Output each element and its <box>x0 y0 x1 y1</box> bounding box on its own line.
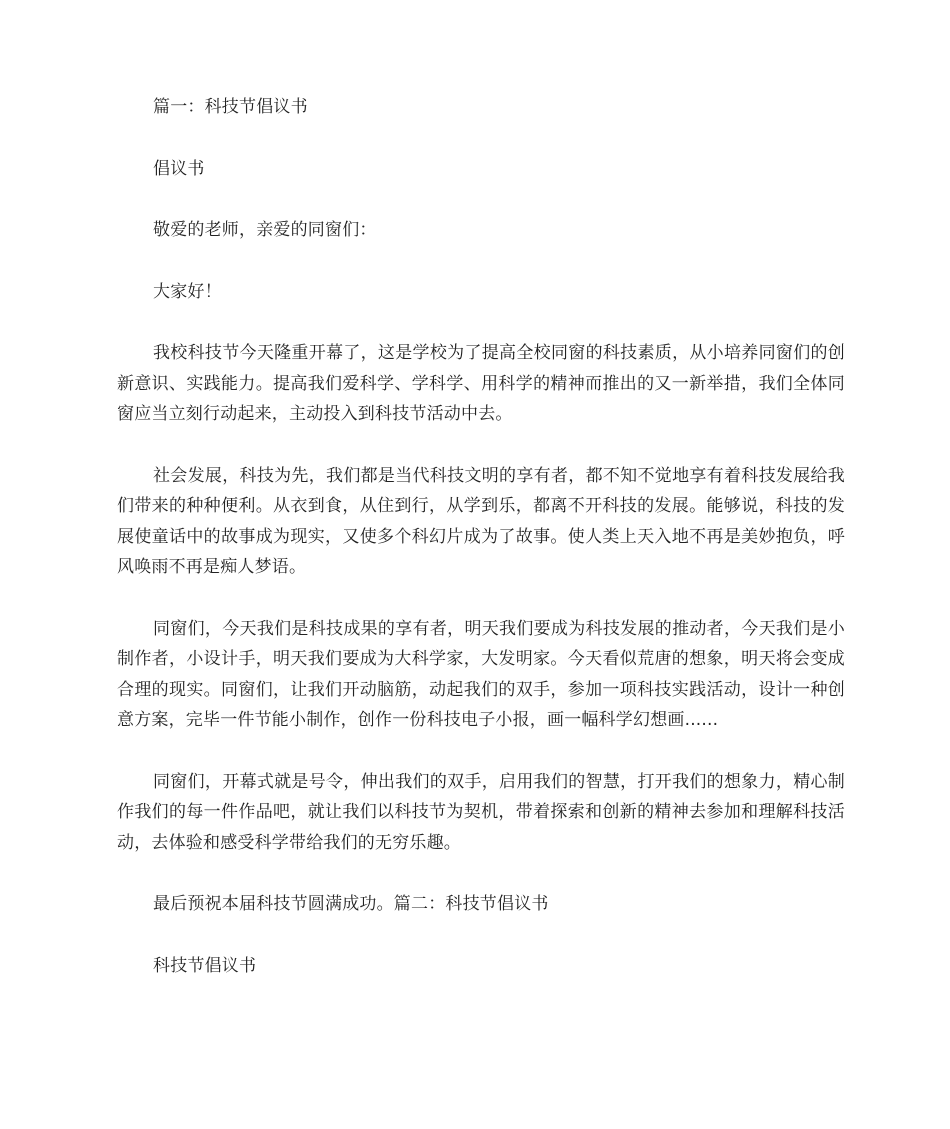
body-paragraph: 同窗们，今天我们是科技成果的享有者，明天我们要成为科技发展的推动者，今天我们是小制作者，小设计手，明天我们要成为大科学家，大发明家。今天看似荒唐的想象，明天将会变成合理的现实。同窗们，让我们开动脑筋，动起我们的双手，参加一项科技实践活动，设计一种创意方案，完毕一件节能小制作，创作一份科技电子小报，画一幅科学幻想画...... <box>117 618 845 730</box>
document-page <box>117 92 845 981</box>
salutation: 敬爱的老师，亲爱的同窗们： <box>153 220 377 240</box>
document-heading: 倡议书 <box>153 158 205 179</box>
body-paragraph: 社会发展，科技为先，我们都是当代科技文明的享有者，都不知不觉地享有着科技发展给我们带来的种种便利。从衣到食，从住到行，从学到乐，都离不开科技的发展。能够说，科技的发展使童话中的故事成为现实，又使多个科幻片成为了故事。使人类上天入地不再是美妙抱负，呼风唤雨不再是痴人梦语。 <box>117 465 845 577</box>
body-paragraph: 我校科技节今天隆重开幕了，这是学校为了提高全校同窗的科技素质，从小培养同窗们的创新意识、实践能力。提高我们爱科学、学科学、用科学的精神而推出的又一新举措，我们全体同窗应当立刻行动起来，主动投入到科技节活动中去。 <box>117 343 845 424</box>
body-paragraph: 同窗们，开幕式就是号令，伸出我们的双手，启用我们的智慧，打开我们的想象力，精心制作我们的每一件作品吧，就让我们以科技节为契机，带着探索和创新的精神去参加和理解科技活动，去体验和感受科学带给我们的无穷乐趣。 <box>117 771 845 853</box>
closing-line: 最后预祝本届科技节圆满成功。篇二：科技节倡议书 <box>153 894 549 914</box>
next-section-heading: 科技节倡议书 <box>153 955 257 976</box>
greeting: 大家好！ <box>153 281 222 302</box>
document-title: 篇一：科技节倡议书 <box>153 97 308 117</box>
